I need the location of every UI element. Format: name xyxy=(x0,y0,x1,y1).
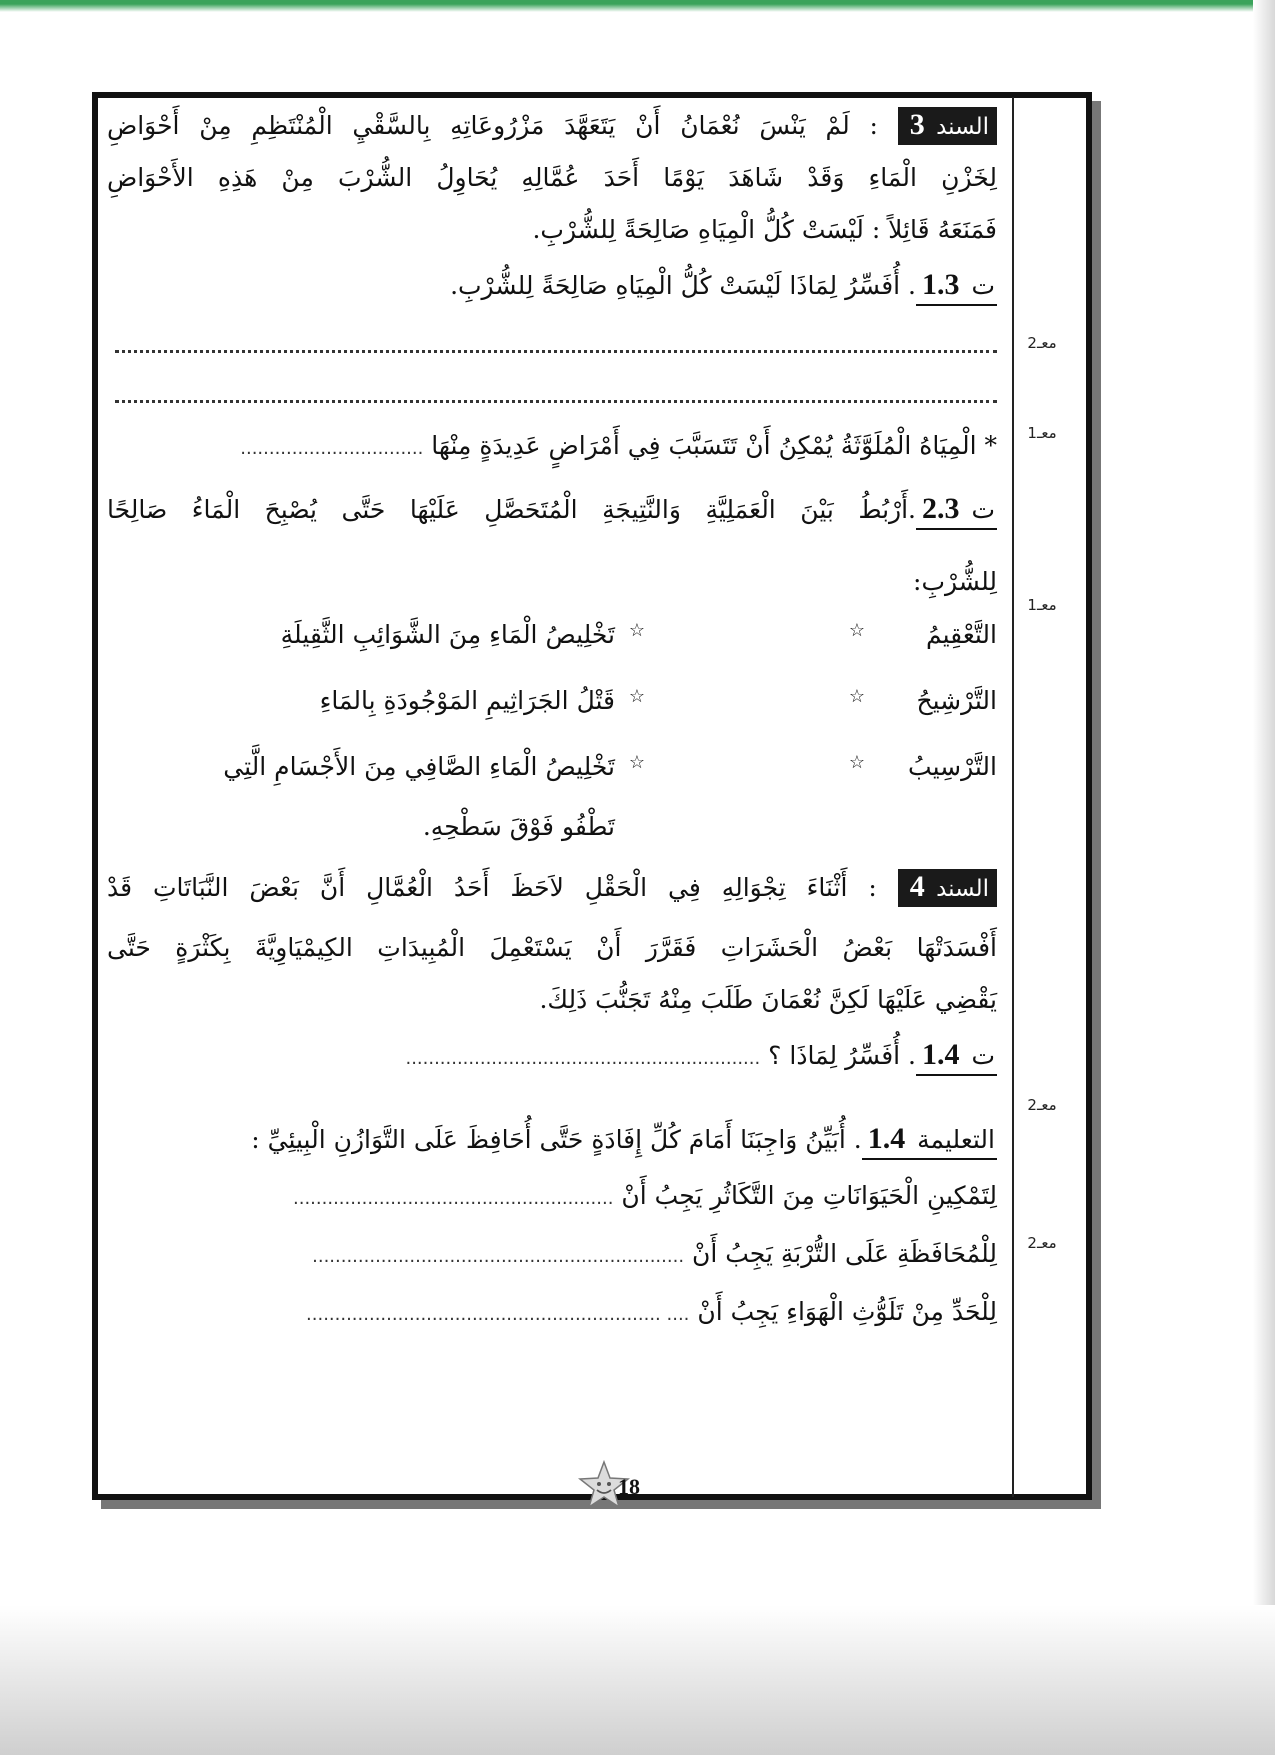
sanad-number: 3 xyxy=(909,108,925,141)
instruction-item-text: لِلْحَدِّ مِنْ تَلَوُّثِ الْهَوَاءِ يَجِبُ أَنْ xyxy=(697,1297,997,1326)
instruction-item xyxy=(107,1176,997,1219)
sanad4-line1 xyxy=(107,868,997,908)
instruction-prefix: التعليمة xyxy=(917,1125,995,1154)
question-1-4 xyxy=(107,1036,997,1079)
star-icon[interactable]: ☆ xyxy=(848,686,865,707)
instruction-item xyxy=(107,1234,997,1277)
sanad3-badge xyxy=(898,107,997,145)
instruction-item xyxy=(107,1292,997,1335)
result-item[interactable]: تَخْلِيصُ الْمَاءِ الصَّافِي مِنَ الأَجْسَامِ الَّتِي xyxy=(223,752,615,781)
criterion-tag: معـ1 xyxy=(1027,596,1057,614)
answer-line[interactable] xyxy=(115,350,997,353)
sanad4-line3: يَقْضِي عَلَيْهَا لَكِنَّ نُعْمَانَ طَلَبَ مِنْهُ تَجَنُّبَ ذَلِكَ. xyxy=(539,985,997,1014)
process-item[interactable]: التَّعْقِيمُ xyxy=(926,620,997,649)
question-text: . أُفَسِّرُ لِمَاذَا لَيْسَتْ كُلُّ الْمِيَاهِ صَالِحَةً لِلشُّرْبِ. xyxy=(450,271,916,300)
sanad3-text: : لَمْ يَنْسَ نُعْمَانُ أَنْ يَتَعَهَّدَ مَزْرُوعَاتِهِ بِالسَّقْيِ الْمُنْتَظِمِ مِنْ أَحْوَاضِ xyxy=(107,111,878,140)
polluted-text: * الْمِيَاهُ الْمُلَوَّثَةُ يُمْكِنُ أَنْ تَتَسَبَّبَ فِي أَمْرَاضٍ عَدِيدَةٍ مِنْهَا xyxy=(431,431,997,460)
criterion-tag: معـ1 xyxy=(1027,424,1057,442)
polluted-water-line xyxy=(107,426,997,469)
star-icon[interactable]: ☆ xyxy=(848,752,865,773)
instruction-number: 1.4 xyxy=(867,1122,906,1155)
question-prefix: ت xyxy=(971,495,996,524)
star-icon[interactable]: ☆ xyxy=(628,686,645,707)
result-item[interactable]: قَتْلُ الجَرَاثِيمِ المَوْجُودَةِ بِالمَاءِ xyxy=(319,686,615,715)
instruction-text: . أُبَيِّنُ وَاجِبَنَا أَمَامَ كُلِّ إِفَادَةٍ حَتَّى أُحَافِظَ عَلَى التَّوَازُنِ الْبِيئِيِّ : xyxy=(251,1125,862,1154)
question-label xyxy=(916,267,997,306)
sanad-label: السند xyxy=(936,876,989,902)
sanad3-line2: لِخَزْنِ الْمَاءِ وَقَدْ شَاهَدَ يَوْمًا أَحَدَ عُمَّالِهِ يُحَاوِلُ الشُّرْبَ مِنْ هَذِهِ الأَحْوَاضِ xyxy=(107,163,997,192)
process-item[interactable]: التَّرْسِيبُ xyxy=(908,752,997,781)
right-edge-shadow xyxy=(1253,0,1275,1755)
question-prefix: ت xyxy=(971,271,995,300)
process-item[interactable]: التَّرْشِيحُ xyxy=(916,686,997,715)
bottom-edge-shadow xyxy=(0,1605,1275,1755)
question-1-3 xyxy=(107,266,997,306)
answer-dots[interactable]: ................................ xyxy=(240,438,424,459)
answer-dots[interactable]: ........................................................ xyxy=(293,1188,614,1209)
sanad-number: 4 xyxy=(909,870,925,903)
question-label xyxy=(916,1037,997,1076)
sanad3-line1 xyxy=(107,106,997,146)
margin-rule xyxy=(1012,97,1014,1497)
question-2-3-cont: لِلشُّرْبِ: xyxy=(913,567,997,596)
top-edge-band xyxy=(0,0,1275,12)
answer-line[interactable] xyxy=(115,400,997,403)
criterion-tag: معـ2 xyxy=(1027,334,1057,352)
instruction-1-4 xyxy=(107,1120,997,1160)
question-number: 2.3 xyxy=(922,492,960,525)
result-item-cont: تَطْفُو فَوْقَ سَطْحِهِ. xyxy=(422,812,615,841)
answer-dots[interactable]: .............................................................. xyxy=(405,1048,761,1069)
question-text: .أَرْبُطُ بَيْنَ الْعَمَلِيَّةِ وَالنَّتِيجَةِ الْمُتَحَصَّلِ عَلَيْهَا حَتَّى يُصْبِحَ الْمَاءُ صَالِحًا xyxy=(107,495,917,524)
star-icon[interactable]: ☆ xyxy=(848,620,865,641)
sanad4-badge xyxy=(898,869,997,907)
question-2-3 xyxy=(107,490,997,530)
sanad-label: السند xyxy=(936,114,989,140)
criterion-tag: معـ2 xyxy=(1027,1234,1057,1252)
sanad4-line2: أَفْسَدَتْهَا بَعْضُ الْحَشَرَاتِ فَقَرَّرَ أَنْ يَسْتَعْمِلَ الْمُبِيدَاتِ الكِيمْيَاوِيَّةَ بِكَثْرَةٍ حَتَّى xyxy=(107,933,997,962)
page-number: 18 xyxy=(618,1474,640,1499)
question-prefix: ت xyxy=(971,1041,995,1070)
answer-dots[interactable]: .... .............................................................. xyxy=(306,1304,690,1325)
instruction-item-text: لِتَمْكِينِ الْحَيَوَانَاتِ مِنَ التَّكَاثُرِ يَجِبُ أَنْ xyxy=(621,1181,997,1210)
star-icon[interactable]: ☆ xyxy=(628,620,645,641)
instruction-item-text: لِلْمُحَافَظَةِ عَلَى التُّرْبَةِ يَجِبُ أَنْ xyxy=(692,1239,997,1268)
star-icon[interactable]: ☆ xyxy=(628,752,645,773)
answer-dots[interactable]: ................................................................. xyxy=(312,1246,685,1267)
sanad3-line3: فَمَنَعَهُ قَائِلاً : لَيْسَتْ كُلُّ الْمِيَاهِ صَالِحَةً لِلشُّرْبِ. xyxy=(532,215,997,244)
question-number: 1.4 xyxy=(922,1038,960,1071)
question-text: . أُفَسِّرُ لِمَاذَا ؟ xyxy=(768,1041,916,1070)
criterion-tag: معـ2 xyxy=(1027,1096,1057,1114)
question-label xyxy=(916,491,997,530)
result-item[interactable]: تَخْلِيصُ الْمَاءِ مِنَ الشَّوَائِبِ الثَّقِيلَةِ xyxy=(280,620,615,649)
instruction-label xyxy=(862,1121,997,1160)
question-number: 1.3 xyxy=(922,268,960,301)
sanad4-text: : أَثْنَاءَ تِجْوَالِهِ فِي الْحَقْلِ لاَحَظَ أَحَدُ الْعُمَّالِ أَنَّ بَعْضَ النَّبَاتَاتِ قَدْ xyxy=(107,873,877,902)
